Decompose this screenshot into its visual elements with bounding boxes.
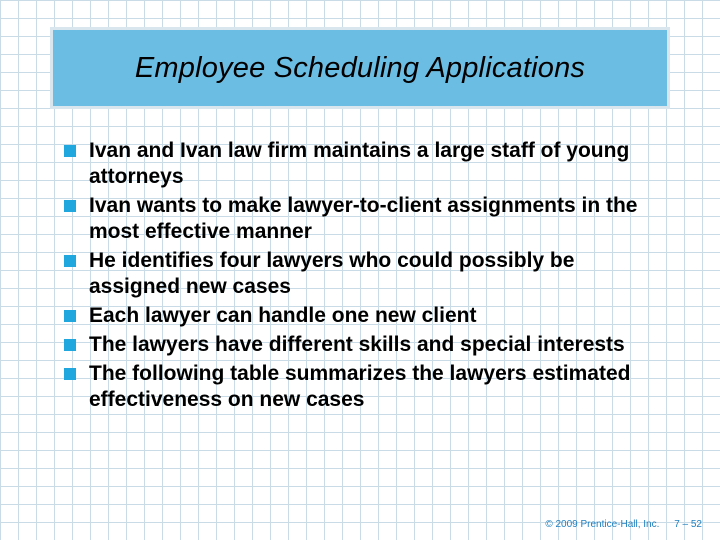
square-bullet-icon [64, 339, 76, 351]
bullet-item [64, 248, 664, 300]
bullet-item [64, 193, 664, 245]
copyright-text: © 2009 Prentice-Hall, Inc. [545, 519, 660, 530]
slide-title: Employee Scheduling Applications [134, 51, 586, 84]
bullet-text: The following table summarizes the lawyers estimated effectiveness on new cases [89, 362, 631, 411]
bullet-text: Ivan wants to make lawyer-to-client assignments in the most effective manner [89, 194, 638, 243]
square-bullet-icon [64, 368, 76, 380]
bullet-item [64, 361, 664, 413]
slide-footer [545, 519, 702, 530]
bullet-text: He identifies four lawyers who could possibly be assigned new cases [89, 249, 575, 298]
bullet-text: The lawyers have different skills and special interests [89, 333, 625, 356]
bullet-item [64, 138, 664, 190]
title-banner [50, 27, 670, 109]
square-bullet-icon [64, 200, 76, 212]
square-bullet-icon [64, 255, 76, 267]
bullet-list [64, 138, 664, 416]
square-bullet-icon [64, 145, 76, 157]
page-number: 7 – 52 [674, 519, 702, 530]
bullet-item [64, 332, 664, 358]
bullet-item [64, 303, 664, 329]
square-bullet-icon [64, 310, 76, 322]
bullet-text: Each lawyer can handle one new client [89, 304, 477, 327]
bullet-text: Ivan and Ivan law firm maintains a large staff of young attorneys [89, 139, 630, 188]
